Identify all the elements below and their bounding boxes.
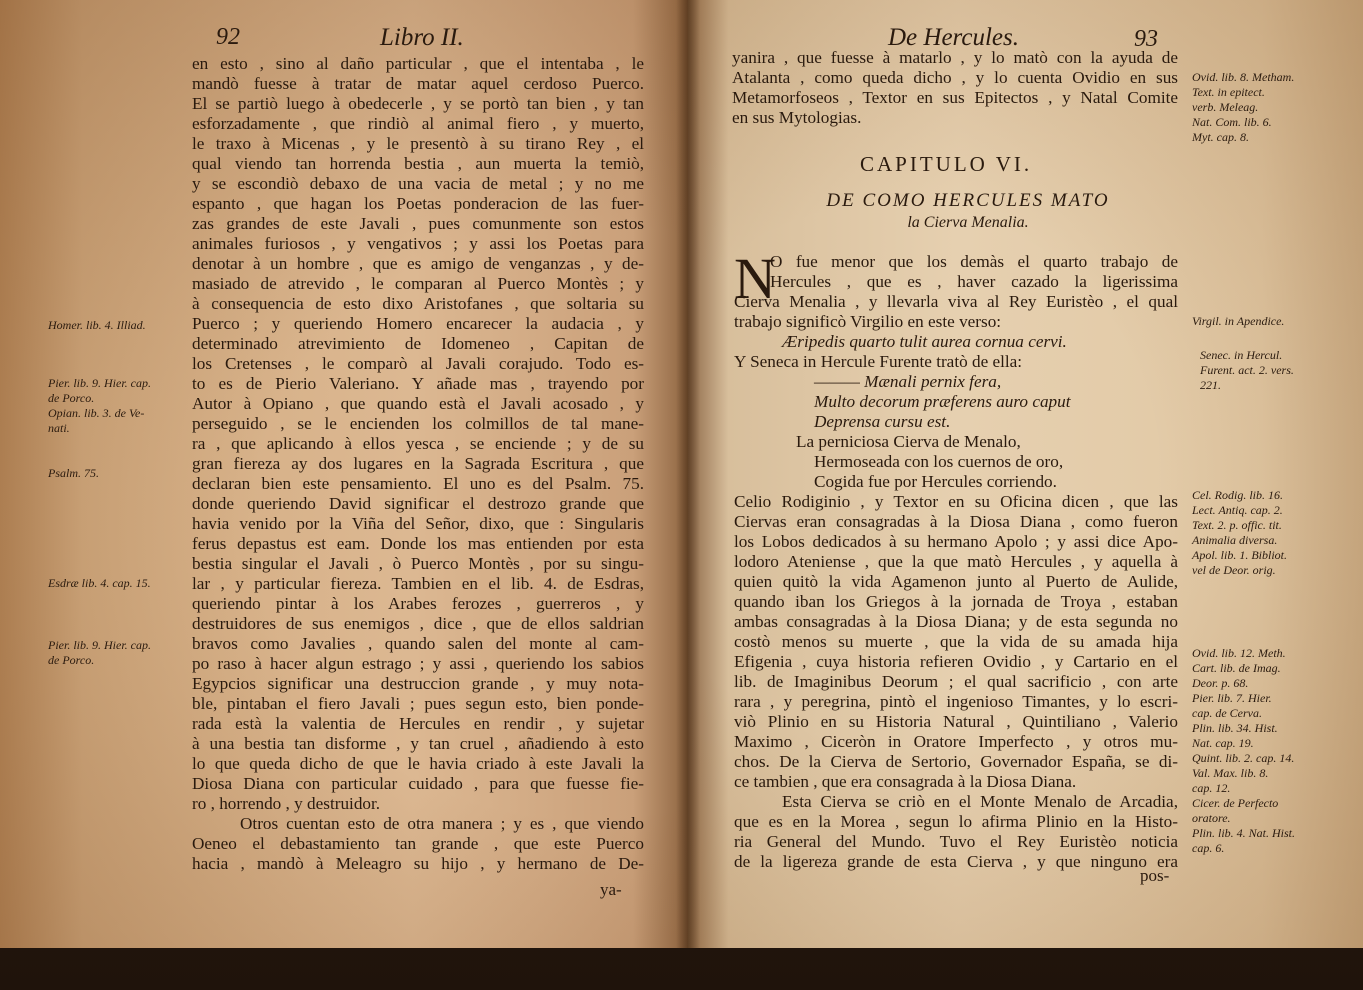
margin-note-line: Psalm. 75. <box>48 466 99 480</box>
text-line: determinado atrevimiento de Idomeneo , Capitan de <box>192 334 644 353</box>
text-line: los Cretenses , le comparò al Javali corajudo. Todo es- <box>192 354 644 373</box>
verse-line: ——— Mænali pernix fera, <box>814 372 1002 391</box>
margin-note-line: verb. Meleag. <box>1192 100 1259 114</box>
right-page-number: 93 <box>1134 26 1158 52</box>
text-line: Efigenia , cuya historia refieren Ovidio , y Cartario en el <box>734 652 1178 671</box>
chapter-subtitle: DE COMO HERCULES MATO <box>826 190 1110 211</box>
margin-note-line: Cel. Rodig. lib. 16. <box>1192 488 1283 502</box>
margin-note <box>48 376 188 436</box>
text-line: hacia , mandò à Meleagro su hijo , y hermano de De- <box>192 854 644 873</box>
text-line: ro , horrendo , y destruidor. <box>192 794 381 813</box>
text-line: po raso à hacer algun estrago ; y assi , queriendo los sabios <box>192 654 644 673</box>
text-line: en sus Mytologias. <box>732 108 862 127</box>
text-line: Puerco ; y queriendo Homero encarecer la audacia , y <box>192 314 644 333</box>
margin-note <box>1192 646 1342 856</box>
text-line: declaran bien este pensamiento. El uno es del Psalm. 75. <box>192 474 644 493</box>
text-line: Atalanta , como queda dicho , y lo cuenta Ovidio en sus <box>732 68 1178 87</box>
text-line: Diosa Diana con particular cuidado , para que fuesse fie- <box>192 774 644 793</box>
text-line: animales furiosos , y vengativos ; y assi los Poetas para <box>192 234 644 253</box>
text-line: Hercules , que es , haver cazado la ligerissima <box>770 272 1178 291</box>
text-line: ra , que aplicando à ellos yesca , se enciende ; y de su <box>192 434 644 453</box>
margin-note-line: Nat. Com. lib. 6. <box>1192 115 1272 129</box>
margin-note-line: Senec. in Hercul. <box>1200 348 1283 362</box>
margin-note-line: Plin. lib. 4. Nat. Hist. <box>1192 826 1296 840</box>
text-line: Autor à Opiano , que quando està el Javali acosado , y <box>192 394 644 413</box>
right-para-2 <box>734 492 1178 792</box>
margin-note-line: Cart. lib. de Imag. <box>1192 661 1281 675</box>
text-line: los Lobos dedicados à su hermano Apolo ; y assi dice Apo- <box>734 532 1178 551</box>
margin-note-line: Opian. lib. 3. de Ve- <box>48 406 145 420</box>
text-line: de la ligereza grande de esta Cierva , y que ninguno era <box>734 852 1178 871</box>
text-line: Cierva Menalia , y llevarla viva al Rey Euristèo , el qual <box>734 292 1178 311</box>
text-line: yanira , que fuesse à matarlo , y lo matò con la ayuda de <box>732 48 1178 67</box>
translation-line: Cogida fue por Hercules corriendo. <box>814 472 1057 491</box>
margin-note-line: Furent. act. 2. vers. <box>1200 363 1294 377</box>
book-gutter <box>676 0 700 948</box>
text-line: à consequencia de esto dixo Aristofanes , que soltaria su <box>192 294 644 313</box>
margin-note-line: cap. 12. <box>1192 781 1231 795</box>
verse-line: Deprensa cursu est. <box>814 412 951 431</box>
margin-note-line: Cicer. de Perfecto <box>1192 796 1279 810</box>
margin-note-line: Myt. cap. 8. <box>1192 130 1249 144</box>
margin-note-line: Text. in epitect. <box>1192 85 1265 99</box>
margin-note-line: Ovid. lib. 12. Meth. <box>1192 646 1286 660</box>
text-line: gran fiereza ay dos lugares en la Sagrada Escritura , que <box>192 454 644 473</box>
margin-note-line: oratore. <box>1192 811 1231 825</box>
margin-note-line: Nat. cap. 19. <box>1192 736 1254 750</box>
text-line: quando iban los Griegos à la jornada de Troya , estaban <box>734 592 1178 611</box>
text-line: viò Plinio en su Historia Natural , Quintiliano , Valerio <box>734 712 1178 731</box>
margin-note-line: Val. Max. lib. 8. <box>1192 766 1269 780</box>
left-page <box>0 0 688 948</box>
right-catchword: pos- <box>1140 866 1170 885</box>
margin-note-line: cap. 6. <box>1192 841 1225 855</box>
text-line: ce tambien , que era consagrada à la Diosa Diana. <box>734 772 1077 791</box>
margin-note-line: Homer. lib. 4. Illiad. <box>48 318 146 332</box>
right-page <box>688 0 1363 948</box>
text-line: Egypcios significar una destruccion grande , y muy nota- <box>192 674 644 693</box>
text-line: bestia singular el Javali , ò Puerco Montès , por su singu- <box>192 554 644 573</box>
text-line: masiado de atrevido , le comparan al Puerco Montès ; y <box>192 274 644 293</box>
right-running-head: De Hercules. <box>888 24 1019 51</box>
text-line: perseguido , se le encienden los colmillos de tal mane- <box>192 414 644 433</box>
margin-note <box>1192 488 1332 578</box>
text-line: lodoro Ateniense , que la que matò Hercules , y aquella à <box>734 552 1178 571</box>
margin-note-line: Lect. Antiq. cap. 2. <box>1192 503 1283 517</box>
text-line: El se partiò luego à obedecerle , y se portò tan bien , y tan <box>192 94 644 113</box>
chapter-title: CAPITULO VI. <box>860 152 1033 176</box>
margin-note <box>48 318 188 333</box>
margin-note-line: Pier. lib. 9. Hier. cap. <box>48 376 151 390</box>
margin-note-line: Pier. lib. 9. Hier. cap. <box>48 638 151 652</box>
text-line: à una bestia tan disforme , y tan cruel , añadiendo à esto <box>192 734 644 753</box>
margin-note-line: vel de Deor. orig. <box>1192 563 1276 577</box>
text-line: esforzadamente , que rindiò al animal fiero , y muerto, <box>192 114 644 133</box>
text-line: que es en la Morea , segun lo afirma Plinio en la Histo- <box>734 812 1178 831</box>
translation-line: Hermoseada con los cuernos de oro, <box>814 452 1064 471</box>
margin-note <box>48 638 188 668</box>
margin-note <box>1200 348 1340 393</box>
text-line: lo que queda dicho de que le havia criado à este Javali la <box>192 754 644 773</box>
translation-line: La perniciosa Cierva de Menalo, <box>796 432 1021 451</box>
text-line: Ciervas eran consagradas à la Diosa Diana , como fueron <box>734 512 1178 531</box>
margin-note-line: Ovid. lib. 8. Metham. <box>1192 70 1295 84</box>
text-line: ria General del Mundo. Tuvo el Rey Euristèo noticia <box>734 832 1178 851</box>
left-body-text <box>192 54 644 874</box>
text-line: lib. de Imaginibus Deorum ; el qual sacrificio , con arte <box>734 672 1178 691</box>
margin-note-line: Text. 2. p. offic. tit. <box>1192 518 1282 532</box>
text-line: Maximo , Ciceròn in Oratore Imperfecto , y otros mu- <box>734 732 1178 751</box>
margin-note-line: Animalia diversa. <box>1192 533 1278 547</box>
text-line: zas grandes de este Javali , pues comunmente son estos <box>192 214 644 233</box>
text-line: to es de Pierio Valeriano. Y añade mas , trayendo por <box>192 374 644 393</box>
text-line: destruidores de sus enemigos , dice , que de ellos saldrian <box>192 614 644 633</box>
text-line: ble, pintaban el fiero Javali ; pues segun esto, bien ponde- <box>192 694 644 713</box>
text-line: rada està la valentia de Hercules en rendir , y sujetar <box>192 714 644 733</box>
text-line: Celio Rodiginio , y Textor en su Oficina dicen , que las <box>734 492 1178 511</box>
text-line: lar , y particular fiereza. Tambien en el lib. 4. de Esdras, <box>192 574 644 593</box>
text-line: quien quitò la vida Agamenon junto al Puerto de Aulide, <box>734 572 1178 591</box>
text-line: Oeneo el debastamiento tan grande , que este Puerco <box>192 834 644 853</box>
right-intro-text <box>732 48 1178 128</box>
margin-note-line: 221. <box>1200 378 1221 392</box>
text-line: ambas consagradas à la Diosa Diana; y de esta segunda no <box>734 612 1178 631</box>
text-line: mandò fuesse à tratar de matar aquel cerdoso Puerco. <box>192 74 644 93</box>
text-line: qual viendo tan horrenda bestia , aun muerta la temiò, <box>192 154 644 173</box>
text-line: bravos como Javalies , quando salen del monte al cam- <box>192 634 644 653</box>
text-line: y se escondiò debaxo de una vacia de metal ; y no me <box>192 174 644 193</box>
text-line: ferus depastus est eam. Donde los mas entienden por esta <box>192 534 644 553</box>
text-line: rara , y peregrina, pintò el ingenioso Timantes, y lo escri- <box>734 692 1178 711</box>
chapter-subtitle-2: la Cierva Menalia. <box>907 214 1029 231</box>
text-line: donde queriendo David significar el destrozo grande que <box>192 494 644 513</box>
margin-note <box>1192 70 1332 145</box>
text-line: Esta Cierva se criò en el Monte Menalo de Arcadia, <box>782 792 1178 811</box>
margin-note-line: nati. <box>48 421 70 435</box>
margin-note-line: cap. de Cerva. <box>1192 706 1262 720</box>
text-line: havia venido por la Viña del Señor, dixo, que : Singularis <box>192 514 644 533</box>
text-line: queriendo pintar à los Arabes ferozes , guerreros , y <box>192 594 644 613</box>
margin-note-line: Pier. lib. 7. Hier. <box>1192 691 1272 705</box>
drop-cap: N <box>734 246 776 311</box>
margin-note-line: Quint. lib. 2. cap. 14. <box>1192 751 1295 765</box>
margin-note-line: Virgil. in Apendice. <box>1192 314 1285 328</box>
text-line: espanto , que hagan los Poetas ponderacion de las fuer- <box>192 194 644 213</box>
right-para-1 <box>734 246 1178 492</box>
margin-note-line: Plin. lib. 34. Hist. <box>1192 721 1278 735</box>
text-line: chos. De la Cierva de Sertorio, Governador España, se di- <box>734 752 1178 771</box>
text-line: Otros cuentan esto de otra manera ; y es , que viendo <box>240 814 644 833</box>
margin-note-line: Apol. lib. 1. Bibliot. <box>1192 548 1287 562</box>
left-running-head: Libro II. <box>380 24 464 51</box>
text-line: O fue menor que los demàs el quarto trabajo de <box>770 252 1178 271</box>
verse-line: Multo decorum præferens auro caput <box>814 392 1071 411</box>
text-line: costò menos su muerte , que la vida de su amada hija <box>734 632 1178 651</box>
text-line: Metamorfoseos , Textor en sus Epitectos , y Natal Comite <box>732 88 1178 107</box>
left-catchword: ya- <box>600 880 622 899</box>
text-line: en esto , sino al daño particular , que el intentaba , le <box>192 54 644 73</box>
margin-note <box>1192 314 1332 329</box>
margin-note-line: de Porco. <box>48 653 95 667</box>
margin-note-line: Esdræ lib. 4. cap. 15. <box>48 576 151 590</box>
left-page-number: 92 <box>216 24 240 50</box>
text-line: Y Seneca in Hercule Furente tratò de ella: <box>734 352 1023 371</box>
margin-note <box>48 466 188 481</box>
margin-note <box>48 576 188 591</box>
text-line: le traxo à Micenas , y le presentò à su tirano Rey , el <box>192 134 644 153</box>
text-line: trabajo significò Virgilio en este verso: <box>734 312 1002 331</box>
margin-note-line: de Porco. <box>48 391 95 405</box>
right-para-3 <box>734 792 1178 872</box>
text-line: denotar à un hombre , que es amigo de venganzas , y de- <box>192 254 644 273</box>
margin-note-line: Deor. p. 68. <box>1192 676 1249 690</box>
verse-line: Æripedis quarto tulit aurea cornua cervi. <box>782 332 1067 351</box>
